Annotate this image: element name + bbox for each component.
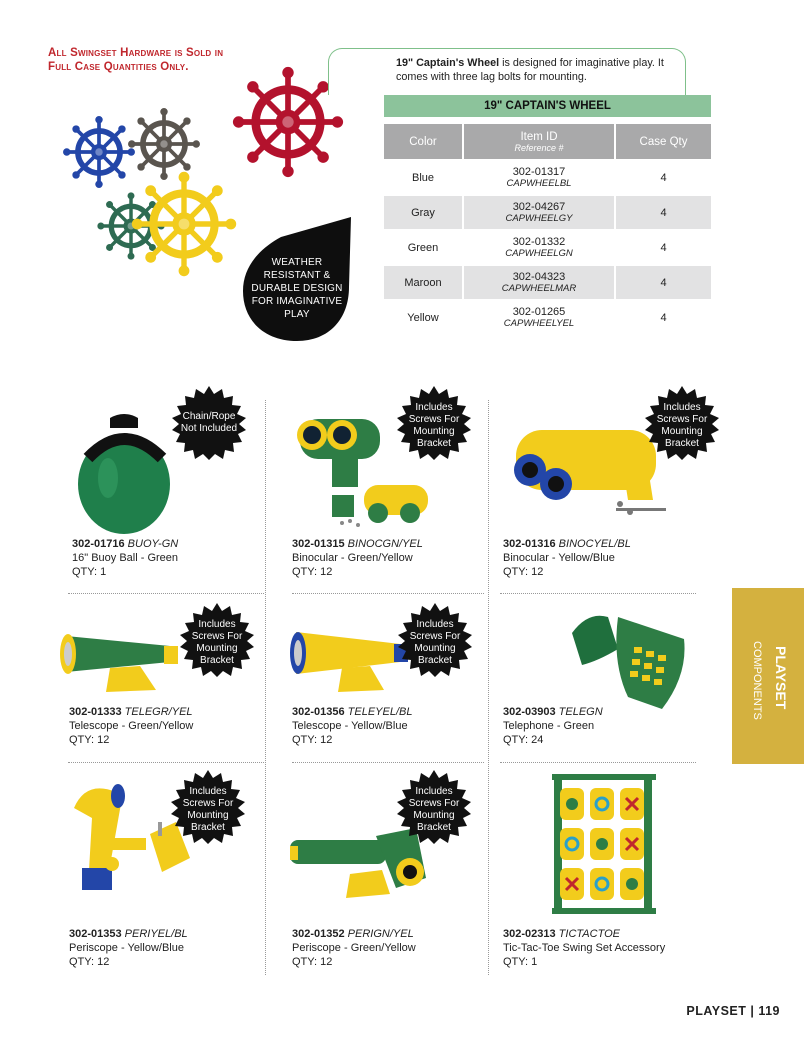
- badge-line: Bracket: [191, 822, 225, 833]
- screws-badge-text: [185, 619, 249, 667]
- chain-badge-text: [177, 411, 241, 435]
- row-item-id: [464, 196, 616, 229]
- badge-line: Includes: [663, 402, 701, 413]
- section-side-tab-label: [732, 588, 804, 764]
- product-qty: QTY: 1: [72, 566, 107, 578]
- product-caption: [292, 537, 423, 579]
- captains-wheel-intro: [396, 57, 671, 84]
- notice-line-1: All Swingset Hardware is Sold in: [48, 47, 224, 59]
- product-caption: [503, 537, 631, 579]
- row-item-id: [464, 301, 616, 334]
- row-ref: CAPWHEELYEL: [503, 317, 575, 329]
- screws-badge-text: [650, 402, 714, 450]
- row-color: Maroon: [384, 266, 464, 299]
- badge-line: Bracket: [417, 438, 451, 449]
- table-row: [384, 161, 711, 194]
- product-id: 302-02313: [503, 928, 556, 940]
- product-ref: BUOY-GN: [127, 538, 179, 550]
- row-color: Blue: [384, 161, 464, 194]
- row-item-id: [464, 161, 616, 194]
- product-name: Telescope - Yellow/Blue: [292, 720, 408, 732]
- badge-line: Mounting: [661, 426, 703, 437]
- badge-line: Mounting: [196, 643, 238, 654]
- product-caption: [503, 927, 665, 969]
- grid-divider: [500, 762, 696, 763]
- tic-tac-toe-image: [552, 772, 656, 918]
- row-id: 302-04267: [512, 200, 566, 213]
- badge-line: Bracket: [200, 655, 234, 666]
- weather-line-4: FOR IMAGINATIVE: [251, 296, 343, 307]
- row-qty: 4: [616, 196, 711, 229]
- product-caption: [292, 705, 413, 747]
- weather-badge-text: [244, 256, 350, 321]
- badge-line: Includes: [198, 619, 236, 630]
- header-item-id: [464, 124, 616, 159]
- product-name: Tic-Tac-Toe Swing Set Accessory: [503, 942, 666, 954]
- row-color: Gray: [384, 196, 464, 229]
- badge-line: Bracket: [665, 438, 699, 449]
- product-id: 302-01315: [292, 538, 345, 550]
- badge-line: Includes: [415, 402, 453, 413]
- product-ref: TELEYEL/BL: [347, 706, 413, 718]
- product-name: Telephone - Green: [503, 720, 595, 732]
- weather-line-1: WEATHER: [271, 257, 323, 268]
- telephone-green-image: [558, 605, 698, 715]
- product-ref: TICTACTOE: [558, 928, 620, 940]
- buoy-ball-image: [72, 410, 182, 535]
- product-ref: TELEGR/YEL: [124, 706, 193, 718]
- product-name: Periscope - Green/Yellow: [292, 942, 416, 954]
- header-item-id-label: Item ID: [520, 130, 558, 143]
- product-ref: TELEGN: [558, 706, 603, 718]
- product-qty: QTY: 12: [292, 734, 333, 746]
- side-tab-title: PLAYSET: [773, 646, 789, 710]
- row-color: Green: [384, 231, 464, 264]
- row-ref: CAPWHEELGY: [505, 212, 573, 224]
- product-id: 302-01333: [69, 706, 122, 718]
- row-qty: 4: [616, 266, 711, 299]
- product-ref: PERIGN/YEL: [347, 928, 414, 940]
- telescope-green-yellow-image: [60, 620, 190, 700]
- product-qty: QTY: 24: [503, 734, 544, 746]
- grid-divider: [500, 593, 696, 594]
- screws-badge-text: [402, 402, 466, 450]
- weather-line-2: RESISTANT &: [263, 270, 331, 281]
- product-caption: [503, 705, 603, 747]
- product-name: Telescope - Green/Yellow: [69, 720, 194, 732]
- badge-line: Mounting: [414, 643, 456, 654]
- column-divider: [488, 400, 489, 975]
- badge-line: Bracket: [418, 655, 452, 666]
- row-ref: CAPWHEELMAR: [501, 282, 577, 294]
- row-item-id: [464, 231, 616, 264]
- captains-wheel-table: [384, 122, 711, 336]
- badge-line: Includes: [416, 619, 454, 630]
- grid-divider: [292, 762, 484, 763]
- product-qty: QTY: 12: [503, 566, 544, 578]
- product-name: Binocular - Green/Yellow: [292, 552, 413, 564]
- grid-divider: [68, 762, 264, 763]
- product-caption: [292, 927, 416, 969]
- grid-divider: [68, 593, 264, 594]
- product-caption: [69, 927, 188, 969]
- column-divider: [265, 400, 266, 975]
- weather-line-5: PLAY: [284, 309, 310, 320]
- badge-line: Chain/Rope: [182, 411, 236, 422]
- notice-line-2: Full Case Quantities Only.: [48, 61, 189, 73]
- intro-rest: is designed for imaginative play. It comes with three lag bolts for mounting.: [396, 57, 664, 83]
- badge-line: Not Included: [180, 423, 238, 434]
- grid-divider: [292, 593, 484, 594]
- product-qty: QTY: 12: [69, 956, 110, 968]
- row-color: Yellow: [384, 301, 464, 334]
- product-ref: PERIYEL/BL: [124, 928, 188, 940]
- badge-line: Screws For: [409, 631, 461, 642]
- badge-line: Mounting: [413, 426, 455, 437]
- table-row: [384, 301, 711, 334]
- badge-line: Screws For: [191, 631, 243, 642]
- badge-line: Screws For: [656, 414, 708, 425]
- header-color: Color: [384, 124, 464, 159]
- row-id: 302-01332: [512, 235, 566, 248]
- badge-line: Includes: [415, 786, 453, 797]
- table-row: [384, 231, 711, 264]
- row-id: 302-01265: [512, 305, 566, 318]
- product-qty: QTY: 12: [292, 566, 333, 578]
- product-id: 302-01356: [292, 706, 345, 718]
- row-qty: 4: [660, 311, 667, 324]
- badge-line: Screws For: [182, 798, 234, 809]
- product-id: 302-01716: [72, 538, 125, 550]
- screws-badge-text: [402, 786, 466, 834]
- row-qty: 4: [660, 241, 667, 254]
- badge-line: Mounting: [413, 810, 455, 821]
- screws-badge-text: [176, 786, 240, 834]
- badge-line: Screws For: [408, 798, 460, 809]
- product-caption: [72, 537, 178, 579]
- row-qty: 4: [660, 171, 667, 184]
- product-ref: BINOCYEL/BL: [558, 538, 631, 550]
- weather-line-3: DURABLE DESIGN: [251, 283, 343, 294]
- table-row: [384, 196, 711, 229]
- row-ref: CAPWHEELBL: [506, 177, 572, 189]
- table-title: 19" CAPTAIN'S WHEEL: [384, 95, 711, 117]
- product-qty: QTY: 12: [292, 956, 333, 968]
- product-qty: QTY: 12: [69, 734, 110, 746]
- row-item-id: [464, 266, 616, 299]
- product-ref: BINOCGN/YEL: [347, 538, 423, 550]
- side-tab-subtitle: COMPONENTS: [751, 641, 763, 720]
- product-name: Binocular - Yellow/Blue: [503, 552, 615, 564]
- badge-line: Includes: [189, 786, 227, 797]
- row-id: 302-01317: [512, 165, 566, 178]
- row-id: 302-04323: [512, 270, 566, 283]
- page-footer: PLAYSET | 119: [686, 1004, 780, 1018]
- product-qty: QTY: 1: [503, 956, 538, 968]
- badge-line: Screws For: [408, 414, 460, 425]
- product-name: Periscope - Yellow/Blue: [69, 942, 184, 954]
- product-id: 302-03903: [503, 706, 556, 718]
- row-ref: CAPWHEELGN: [505, 247, 573, 259]
- product-id: 302-01316: [503, 538, 556, 550]
- screws-badge-text: [403, 619, 467, 667]
- product-id: 302-01352: [292, 928, 345, 940]
- table-row: [384, 266, 711, 299]
- badge-line: Bracket: [417, 822, 451, 833]
- product-id: 302-01353: [69, 928, 122, 940]
- badge-line: Mounting: [187, 810, 229, 821]
- product-name: 16" Buoy Ball - Green: [72, 552, 179, 564]
- header-reference: Reference #: [514, 142, 564, 153]
- header-case-qty: Case Qty: [616, 124, 711, 159]
- intro-bold: 19" Captain's Wheel: [396, 57, 500, 69]
- product-caption: [69, 705, 193, 747]
